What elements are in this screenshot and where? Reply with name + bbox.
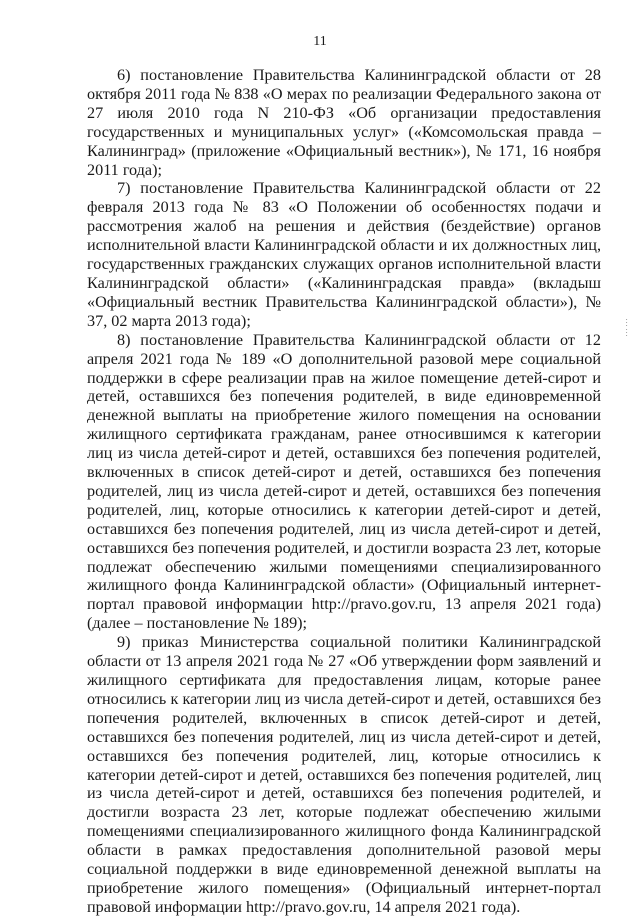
paragraph-item-6: 6) постановление Правительства Калининградской области от 28 октября 2011 года № 838 «О мерах по реализации Федерального закона от 27 июля 2010 года N 210-ФЗ «Об организации предоставления государственных и муниципальных услуг» («Комсомольская правда – Калининград» (приложение «Официальный вестник»), № 171, 16 ноября 2011 года);	[87, 66, 601, 179]
paragraph-item-8: 8) постановление Правительства Калининградской области от 12 апреля 2021 года № 189 «О дополнительной разовой мере социальной поддержки в сфере реализации прав на жилое помещение детей-сирот и детей, оставшихся без попечения родителей, в виде единовременной денежной выплаты на приобретение жилого помещения на основании жилищного сертификата гражданам, ранее относившимся к категории лиц из числа детей-сирот и детей, оставшихся без попечения родителей, включенных в список детей-сирот и детей, оставшихся без попечения родителей, лиц из числа детей-сирот и детей, оставшихся без попечения родителей, лиц, которые относились к категории детей-сирот и детей, оставшихся без попечения родителей, лиц из числа детей-сирот и детей, оставшихся без попечения родителей, и достигли возраста 23 лет, которые подлежат обеспечению жилыми помещениями специализированного жилищного фонда Калининградской области» (Официальный интернет-портал правовой информации http://pravo.gov.ru, 13 апреля 2021 года) (далее – постановление № 189);	[87, 330, 601, 633]
page-number: 11	[313, 34, 327, 49]
paragraph-item-9: 9) приказ Министерства социальной политики Калининградской области от 13 апреля 2021 года № 27 «Об утверждении форм заявлений и жилищного сертификата для предоставления лицам, которые ранее относились к категории лиц из числа детей-сирот и детей, оставшихся без попечения родителей, включенных в список детей-сирот и детей, оставшихся без попечения родителей, лиц из числа детей-сирот и детей, оставшихся без попечения родителей, лиц, которые относились к категории детей-сирот и детей, оставшихся без попечения родителей, лиц из числа детей-сирот и детей, оставшихся без попечения родителей, и достигли возраста 23 лет, которые подлежат обеспечению жилыми помещениями специализированного жилищного фонда Калининградской области в рамках предоставления дополнительной разовой меры социальной поддержки в виде единовременной денежной выплаты на приобретение жилого помещения» (Официальный интернет-портал правовой информации http://pravo.gov.ru, 14 апреля 2021 года).	[87, 633, 601, 916]
margin-scan-mark: ……	[624, 318, 634, 338]
paragraph-item-7: 7) постановление Правительства Калининградской области от 22 февраля 2013 года № 83 «О Положении об особенностях подачи и рассмотрения жалоб на решения и действия (бездействие) органов исполнительной власти Калининградской области и их должностных лиц, государственных гражданских служащих органов исполнительной власти Калининградской области» («Калининградская правда» (вкладыш «Официальный вестник Правительства Калининградской области»), № 37, 02 марта 2013 года);	[87, 179, 601, 330]
document-body	[87, 66, 601, 917]
